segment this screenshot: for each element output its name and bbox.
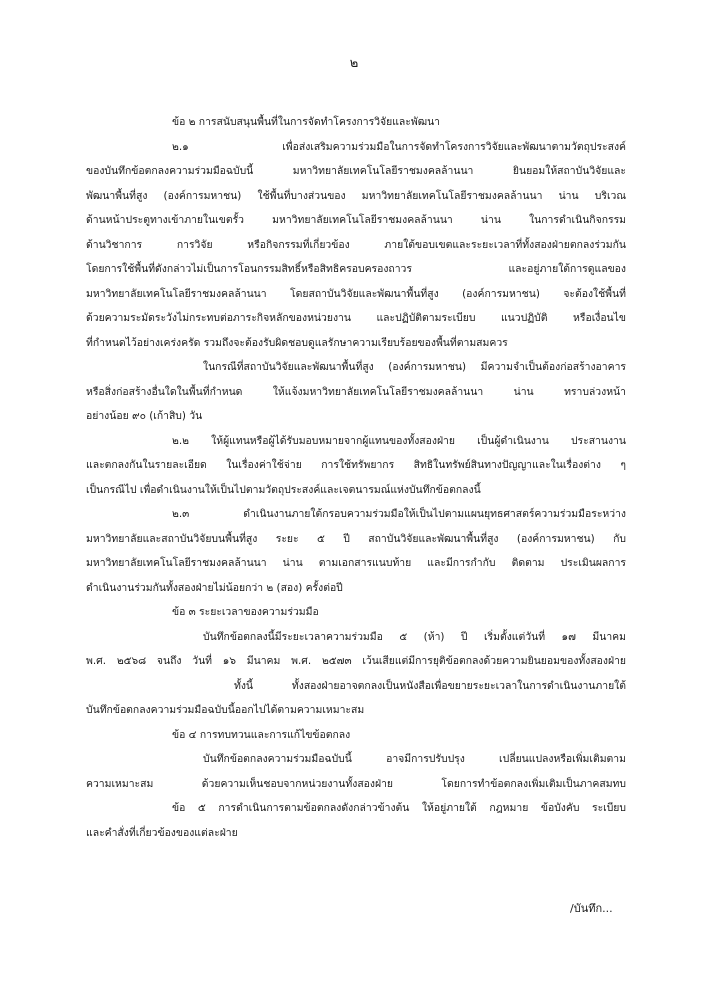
body-line: พ.ศ. ๒๕๖๘ จนถึง วันที่ ๑๖ มีนาคม พ.ศ. ๒๕๗๓ เว้นเสียแต่มีการยุติข้อตกลงด้วยความยินยอมของทั้งสองฝ่าย [86,655,626,667]
page-number: ๒ [349,56,359,71]
clause-2-1-line: ๒.๑ เพื่อส่งเสริมความร่วมมือในการจัดทำโครงการวิจัยและพัฒนาตามวัตถุประสงค์ [172,140,626,153]
clause-3-heading: ข้อ ๓ ระยะเวลาของความร่วมมือ [172,606,319,618]
document-body [86,110,626,845]
clause-4-heading: ข้อ ๔ การทบทวนและการแก้ไขข้อตกลง [172,728,351,741]
clause-2-3-line: ๒.๓ ดำเนินงานภายใต้กรอบความร่วมมือให้เป็นไปตามแผนยุทธศาสตร์ความร่วมมือระหว่าง [172,508,626,520]
continuation-marker: /บันทึก... [570,902,613,915]
clause-2-heading: ข้อ ๒ การสนับสนุนพื้นที่ในการจัดทำโครงการวิจัยและพัฒนา [172,116,441,128]
body-line: มหาวิทยาลัยเทคโนโลยีราชมงคลล้านนา โดยสถาบันวิจัยและพัฒนาพื้นที่สูง (องค์การมหาชน) จะต้องใช้พื้นที่ [86,287,626,300]
paragraph-start-line: ทั้งนี้ ทั้งสองฝ่ายอาจตกลงเป็นหนังสือเพื่อขยายระยะเวลาในการดำเนินงานภายใต้ [234,679,626,692]
clause-2-2-line: ๒.๒ ให้ผู้แทนหรือผู้ได้รับมอบหมายจากผู้แทนของทั้งสองฝ่าย เป็นผู้ดำเนินงาน ประสานงาน [172,434,626,447]
body-line: พัฒนาพื้นที่สูง (องค์การมหาชน) ใช้พื้นที่บางส่วนของ มหาวิทยาลัยเทคโนโลยีราชมงคลล้านนา น่าน บริเวณ [86,189,626,202]
paragraph-start-line: ในกรณีที่สถาบันวิจัยและพัฒนาพื้นที่สูง (องค์การมหาชน) มีความจำเป็นต้องก่อสร้างอาคาร [203,361,626,373]
clause-5-line: ข้อ ๕ การดำเนินการตามข้อตกลงดังกล่าวข้างต้น ให้อยู่ภายใต้ กฎหมาย ข้อบังคับ ระเบียบ [172,802,626,814]
body-line: ด้านวิชาการ การวิจัย หรือกิจกรรมที่เกี่ยวข้อง ภายใต้ขอบเขตและระยะเวลาที่ทั้งสองฝ่ายตกลงร่วมกัน [86,238,626,251]
body-line: และคำสั่งที่เกี่ยวข้องของแต่ละฝ่าย [86,826,238,839]
body-line: ความเหมาะสม ด้วยความเห็นชอบจากหน่วยงานทั้งสองฝ่าย โดยการทำข้อตกลงเพิ่มเติมเป็นภาคสมทบ [86,777,626,790]
body-line: และตกลงกันในรายละเอียด ในเรื่องค่าใช้จ่าย การใช้ทรัพยากร สิทธิในทรัพย์สินทางปัญญาและในเรื่องต่าง ๆ [86,459,626,471]
body-line: อย่างน้อย ๙๐ (เก้าสิบ) วัน [86,410,203,422]
body-line: เป็นกรณีไป เพื่อดำเนินงานให้เป็นไปตามวัตถุประสงค์และเจตนารมณ์แห่งบันทึกข้อตกลงนี้ [86,483,481,496]
body-line: หรือสิ่งก่อสร้างอื่นใดในพื้นที่กำหนด ให้แจ้งมหาวิทยาลัยเทคโนโลยีราชมงคลล้านนา น่าน ทราบล่วงหน้า [86,385,626,398]
body-line: มหาวิทยาลัยและสถาบันวิจัยบนพื้นที่สูง ระยะ ๕ ปี สถาบันวิจัยและพัฒนาพื้นที่สูง (องค์การมหาชน) กับ [86,532,626,545]
paragraph-start-line: บันทึกข้อตกลงนี้มีระยะเวลาความร่วมมือ ๕ (ห้า) ปี เริ่มตั้งแต่วันที่ ๑๗ มีนาคม [203,630,626,643]
body-line: ของบันทึกข้อตกลงความร่วมมือฉบับนี้ มหาวิทยาลัยเทคโนโลยีราชมงคลล้านนา ยินยอมให้สถาบันวิจัยและ [86,165,626,177]
body-line: ด้านหน้าประตูทางเข้าภายในเขตรั้ว มหาวิทยาลัยเทคโนโลยีราชมงคลล้านนา น่าน ในการดำเนินกิจกรรม [86,214,626,226]
body-line: บันทึกข้อตกลงความร่วมมือฉบับนี้ออกไปได้ตามความเหมาะสม [86,704,365,716]
body-line: ดำเนินงานร่วมกันทั้งสองฝ่ายไม่น้อยกว่า ๒ (สอง) ครั้งต่อปี [86,581,343,594]
body-line: โดยการใช้พื้นที่ดังกล่าวไม่เป็นการโอนกรรมสิทธิ์หรือสิทธิครอบครองถาวร และอยู่ภายใต้การดูแลของ [86,263,626,275]
body-line: ด้วยความระมัดระวังไม่กระทบต่อภาระกิจหลักของหน่วยงาน และปฏิบัติตามระเบียบ แนวปฏิบัติ หรือเงื่อนไข [86,312,626,324]
body-line: มหาวิทยาลัยเทคโนโลยีราชมงคลล้านนา น่าน ตามเอกสารแนบท้าย และมีการกำกับ ติดตาม ประเมินผลการ [86,557,626,569]
paragraph-start-line: บันทึกข้อตกลงความร่วมมือฉบับนี้ อาจมีการปรับปรุง เปลี่ยนแปลงหรือเพิ่มเติมตาม [203,753,626,765]
body-line: ที่กำหนดไว้อย่างเคร่งครัด รวมถึงจะต้องรับผิดชอบดูแลรักษาความเรียบร้อยของพื้นที่ตามสมควร [86,336,508,349]
